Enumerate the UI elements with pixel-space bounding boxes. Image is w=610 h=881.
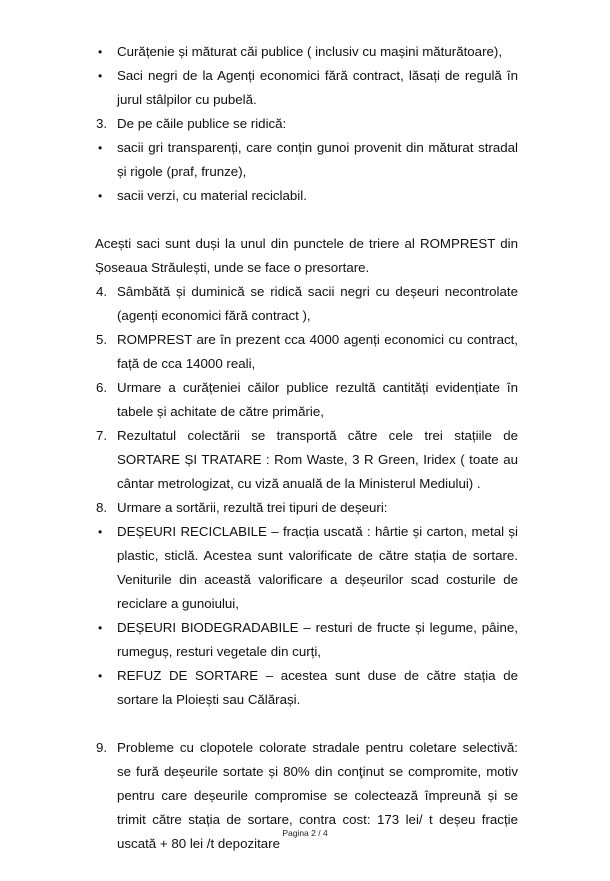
- paragraph-spacer: [95, 208, 518, 232]
- numbered-list-item: [95, 112, 518, 136]
- list-number: 7.: [96, 428, 108, 443]
- list-item-text: Probleme cu clopotele colorate stradale pentru coletare selectivă: se fură deșeurile sortate și 80% din conţinut se compromite, motiv pentru care deșeurile compromise se colectează împreună și se trimit către stația de sortare, contra cost: 173 lei/ t deșeu fracție uscată + 80 lei /t depozitare: [117, 740, 518, 851]
- list-number: 6.: [96, 380, 108, 395]
- numbered-list-item: [95, 280, 518, 328]
- list-item-text: sacii verzi, cu material reciclabil.: [117, 188, 307, 203]
- bullet-list-item: [95, 616, 518, 664]
- bullet-icon: •: [98, 669, 103, 683]
- bullet-icon: •: [98, 621, 103, 635]
- bullet-icon: •: [98, 189, 103, 203]
- list-number: 9.: [96, 740, 108, 755]
- bullet-icon: •: [98, 69, 103, 83]
- list-number: 3.: [96, 116, 108, 131]
- document-body: [95, 40, 518, 856]
- numbered-list-item: [95, 736, 518, 856]
- bullet-icon: •: [98, 45, 103, 59]
- list-number: 8.: [96, 500, 108, 515]
- bullet-list-item: [95, 520, 518, 616]
- bullet-list-item: [95, 64, 518, 112]
- numbered-list-item: [95, 496, 518, 520]
- bullet-list-item: [95, 664, 518, 712]
- numbered-list-item: [95, 424, 518, 496]
- bullet-list-item: [95, 136, 518, 184]
- paragraph: Acești saci sunt duși la unul din punctele de triere al ROMPREST din Șoseaua Străulești, unde se face o presortare.: [95, 236, 518, 275]
- bullet-list-item: [95, 40, 518, 64]
- list-item-text: DEȘEURI BIODEGRADABILE – resturi de fructe și legume, pâine, rumeguș, resturi vegetale din curți,: [117, 620, 518, 659]
- list-item-text: Rezultatul colectării se transportă către cele trei stațiile de SORTARE ȘI TRATARE : Rom Waste, 3 R Green, Iridex ( toate au cântar metrologizat, cu viză anuală de la Ministerul Mediului) .: [117, 428, 518, 491]
- list-item-text: Saci negri de la Agenți economici fără contract, lăsați de regulă în jurul stâlpilor cu pubelă.: [117, 68, 518, 107]
- list-item-text: Urmare a curățeniei căilor publice rezultă cantități evidențiate în tabele și achitate de către primărie,: [117, 380, 518, 419]
- bullet-icon: •: [98, 141, 103, 155]
- list-item-text: Urmare a sortării, rezultă trei tipuri de deșeuri:: [117, 500, 388, 515]
- paragraph-spacer: [95, 712, 518, 736]
- page-number: Pagina 2 / 4: [282, 828, 328, 838]
- list-number: 4.: [96, 284, 108, 299]
- list-item-text: De pe căile publice se ridică:: [117, 116, 287, 131]
- numbered-list-item: [95, 328, 518, 376]
- numbered-list-item: [95, 376, 518, 424]
- list-item-text: ROMPREST are în prezent cca 4000 agenți economici cu contract, față de cca 14000 reali,: [117, 332, 518, 371]
- bullet-list-item: [95, 184, 518, 208]
- list-item-text: REFUZ DE SORTARE – acestea sunt duse de către stația de sortare la Ploiești sau Călărași.: [117, 668, 518, 707]
- bullet-icon: •: [98, 525, 103, 539]
- list-number: 5.: [96, 332, 108, 347]
- list-item-text: sacii gri transparenți, care conțin gunoi provenit din măturat stradal și rigole (praf, frunze),: [117, 140, 518, 179]
- list-item-text: DEȘEURI RECICLABILE – fracția uscată : hârtie și carton, metal și plastic, sticlă. Acestea sunt valorificate de către stația de sortare. Veniturile din această valorificare a deșeurilor scad costurile de reciclare a gunoiului,: [117, 524, 518, 611]
- list-item-text: Curățenie și măturat căi publice ( inclusiv cu mașini măturătoare),: [117, 44, 503, 59]
- list-item-text: Sâmbătă și duminică se ridică sacii negri cu deșeuri necontrolate (agenți economici fără contract ),: [117, 284, 518, 323]
